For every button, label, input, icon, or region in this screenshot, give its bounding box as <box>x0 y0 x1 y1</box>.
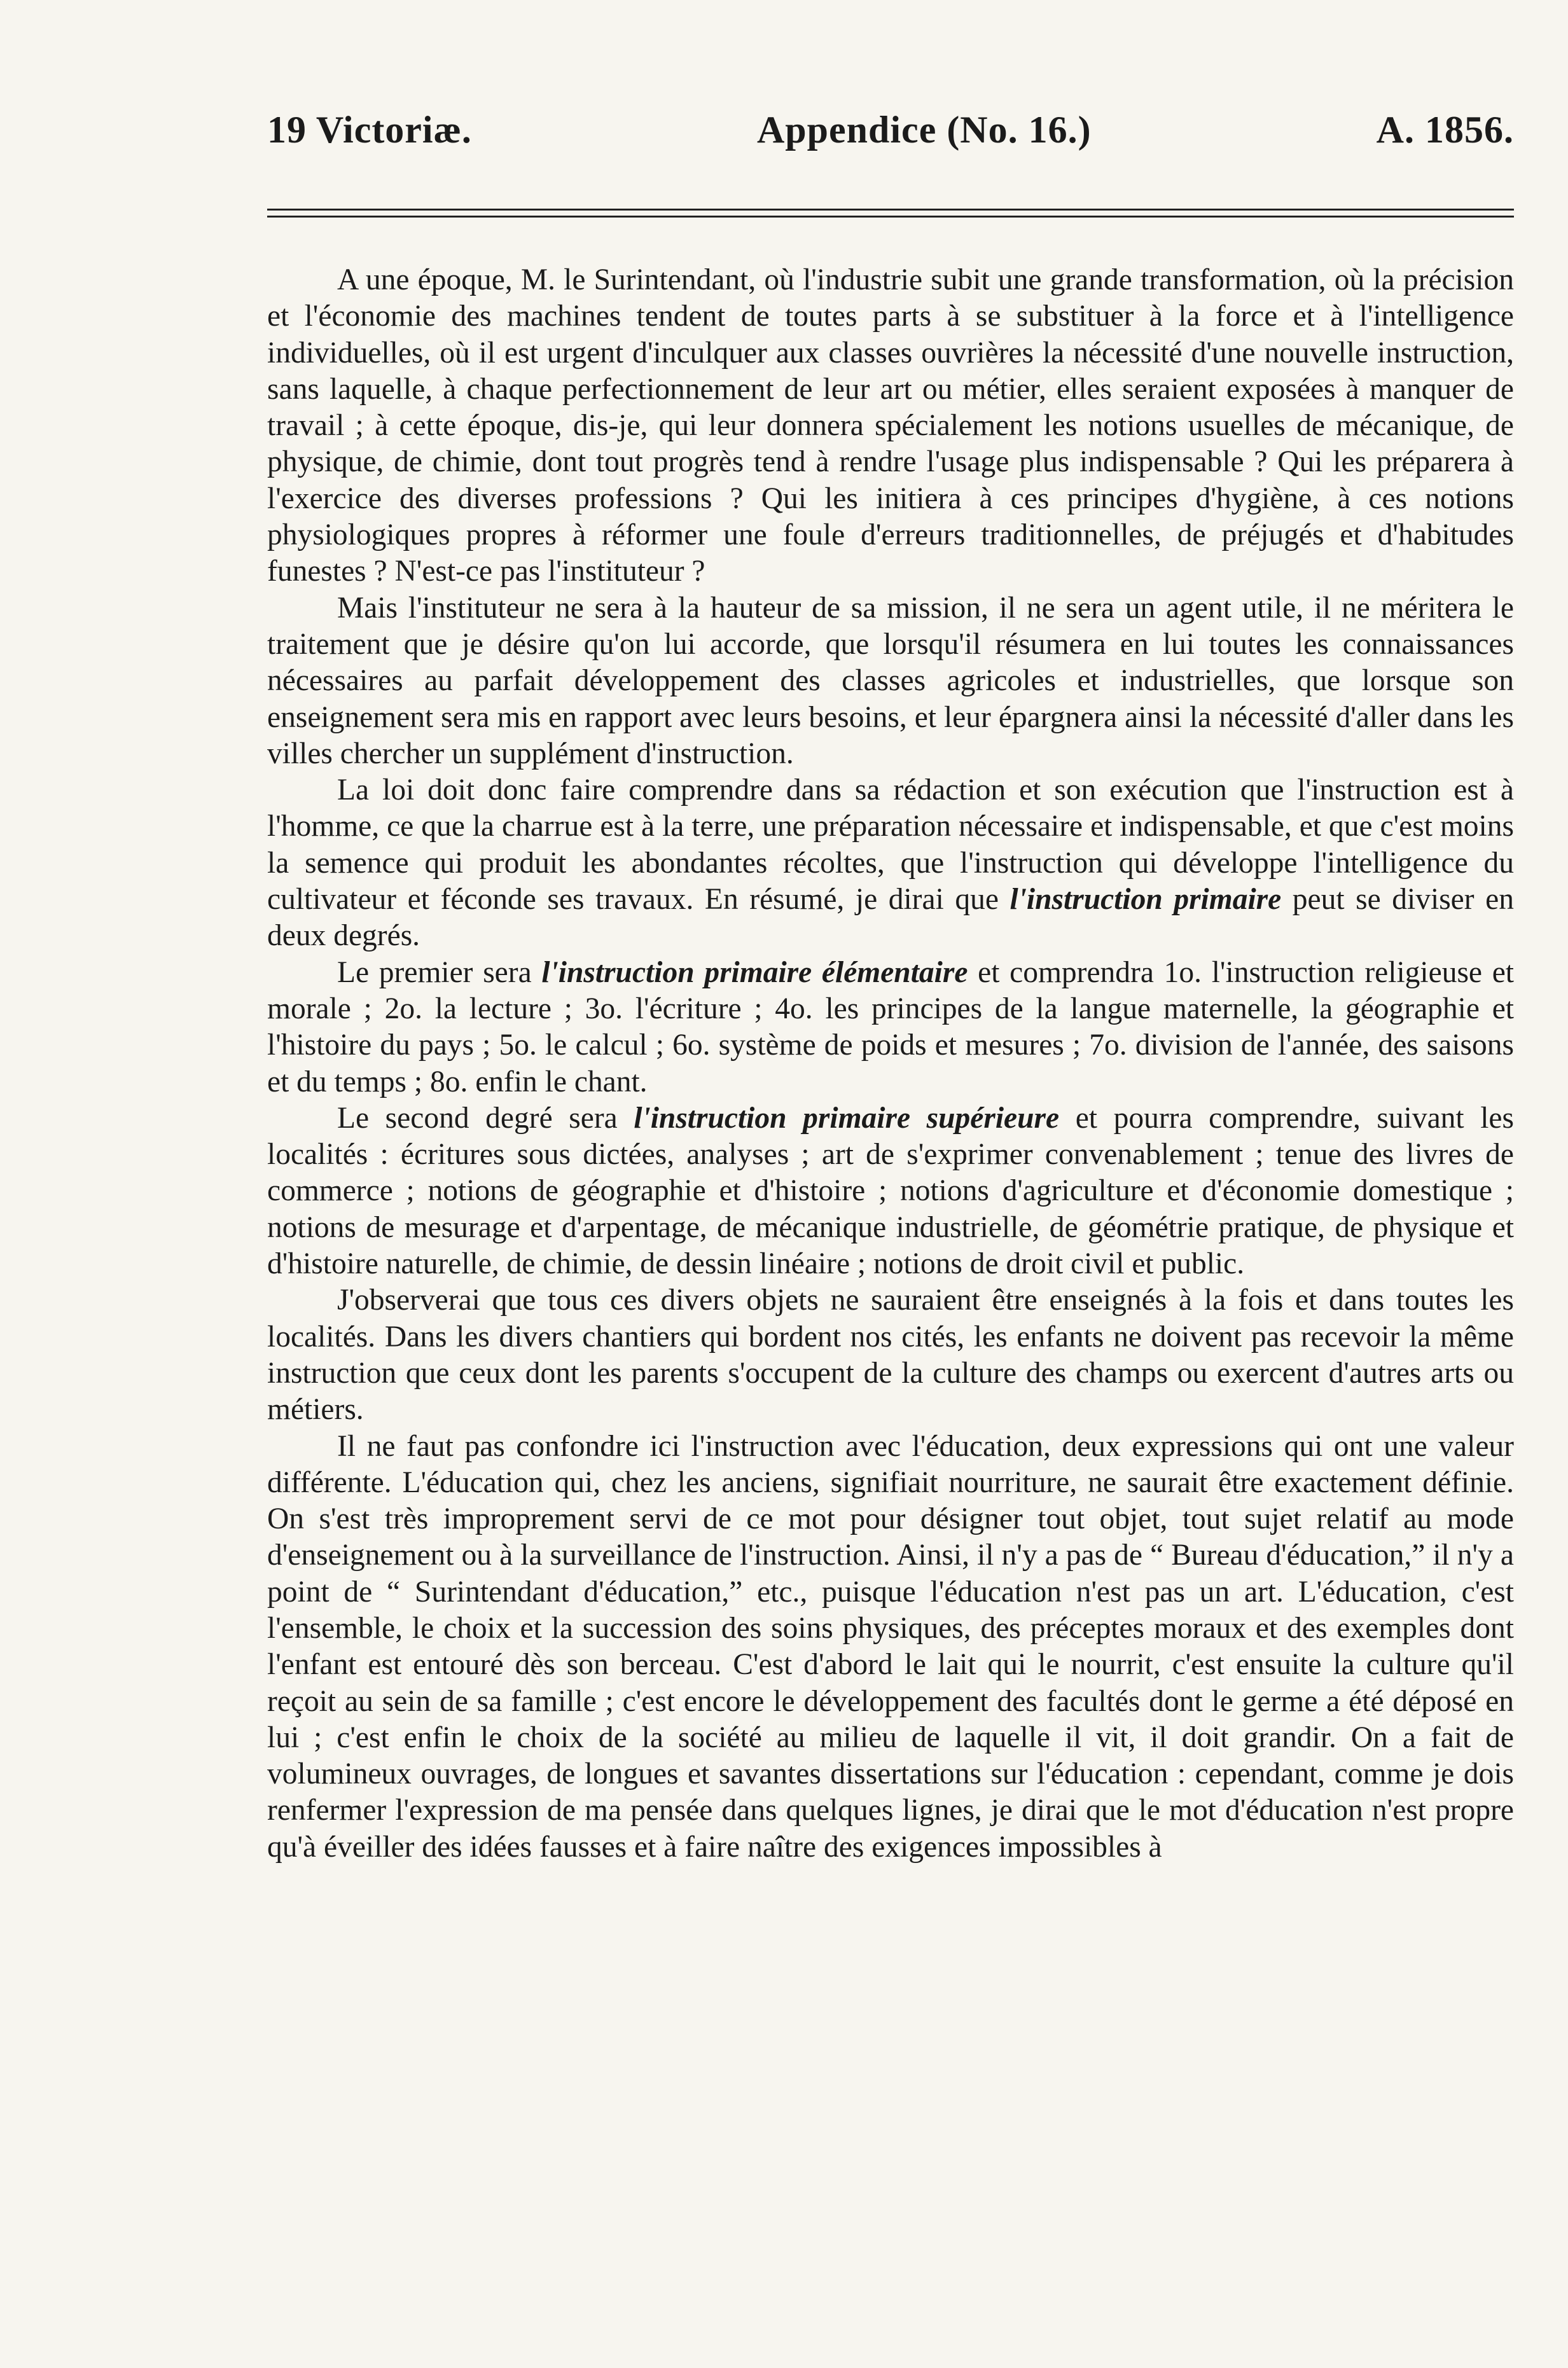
paragraph-4-emphasis: l'instruction primaire élémentaire <box>541 955 968 989</box>
paragraph-5-text-end: et pourra comprendre, suivant les localités : écritures sous dictées, analyses ; art de s'exprimer convenablement ; tenue des livres de commerce ; notions de géographie et d'histoire ; notions d'agriculture et d'économie domestique ; notions de mesurage et d'arpentage, de mécanique industrielle, de géométrie pratique, de physique et d'histoire naturelle, de chimie, de dessin linéaire ; notions de droit civil et public. <box>267 1101 1514 1281</box>
paragraph-1: A une époque, M. le Surintendant, où l'industrie subit une grande transformation, où la précision et l'économie des machines tendent de toutes parts à se substituer à la force et à l'intelligence individuelles, où il est urgent d'inculquer aux classes ouvrières la nécessité d'une nouvelle instruction, sans laquelle, à chaque perfectionnement de leur art ou métier, elles seraient exposées à manquer de travail ; à cette époque, dis-je, qui leur donnera spécialement les notions usuelles de mécanique, de physique, de chimie, dont tout progrès tend à rendre l'usage plus indispensable ? Qui les préparera à l'exercice des diverses professions ? Qui les initiera à ces principes d'hygiène, à ces notions physiologiques propres à réformer une foule d'erreurs traditionnelles, de préjugés et d'habitudes funestes ? N'est-ce pas l'instituteur ? <box>267 263 1514 588</box>
document-page <box>267 108 1514 1866</box>
paragraph-2: Mais l'instituteur ne sera à la hauteur de sa mission, il ne sera un agent utile, il ne méritera le traitement que je désire qu'on lui accorde, que lorsqu'il résumera en lui toutes les connaissances nécessaires au parfait développement des classes agricoles et industrielles, que lorsque son enseignement sera mis en rapport avec leurs besoins, et leur épargnera ainsi la nécessité d'aller dans les villes chercher un supplément d'instruction. <box>267 591 1514 770</box>
paragraph-4 <box>267 955 1514 1100</box>
header-year: A. 1856. <box>1376 109 1514 151</box>
header-regnal-year: 19 Victoriæ. <box>267 109 472 151</box>
paragraph-3 <box>267 772 1514 954</box>
paragraph-7: Il ne faut pas confondre ici l'instruction avec l'éducation, deux expressions qui ont une valeur différente. L'éducation qui, chez les anciens, signifiait nourriture, ne saurait être exactement définie. On s'est très improprement servi de ce mot pour désigner tout objet, tout sujet relatif au mode d'enseignement ou à la surveillance de l'instruction. Ainsi, il n'y a pas de “ Bureau d'éducation,” il n'y a point de “ Surintendant d'éducation,” etc., puisque l'éducation n'est pas un art. L'éducation, c'est l'ensemble, le choix et la succession des soins physiques, des préceptes moraux et des exemples dont l'enfant est entouré dès son berceau. C'est d'abord le lait qui le nourrit, c'est ensuite la culture qu'il reçoit au sein de sa famille ; c'est encore le développement des facultés dont le germe a été déposé en lui ; c'est enfin le choix de la société au milieu de laquelle il vit, il doit grandir. On a fait de volumineux ouvrages, de longues et savantes dissertations sur l'éducation : cependant, comme je dois renfermer l'expression de ma pensée dans quelques lignes, je dirai que le mot d'éducation n'est propre qu'à éveiller des idées fausses et à faire naître des exigences impossibles à <box>267 1429 1514 1864</box>
paragraph-4-text: Le premier sera <box>337 955 542 989</box>
header-rule-bottom <box>267 216 1514 218</box>
paragraph-5-text: Le second degré sera <box>337 1101 634 1135</box>
paragraph-6: J'observerai que tous ces divers objets ne sauraient être enseignés à la fois et dans toutes les localités. Dans les divers chantiers qui bordent nos cités, les enfants ne doivent pas recevoir la même instruction que ceux dont les parents s'occupent de la culture des champs ou exercent d'autres arts ou métiers. <box>267 1284 1514 1427</box>
paragraph-5-emphasis: l'instruction primaire supérieure <box>634 1101 1060 1135</box>
body-text <box>267 262 1514 1866</box>
paragraph-4-text-end: et comprendra 1o. l'instruction religieuse et morale ; 2o. la lecture ; 3o. l'écriture ; 4o. les principes de la langue maternelle, la géographie et l'histoire du pays ; 5o. le calcul ; 6o. système de poids et mesures ; 7o. division de l'année, des saisons et du temps ; 8o. enfin le chant. <box>267 955 1514 1098</box>
paragraph-3-text-end: peut se diviser en deux degrés. <box>267 883 1514 953</box>
running-header <box>267 108 1514 178</box>
paragraph-3-emphasis: l'instruction primaire <box>1009 883 1282 917</box>
paragraph-3-text: La loi doit donc faire comprendre dans sa rédaction et son exécution que l'instruction est à l'homme, ce que la charrue est à la terre, une préparation nécessaire et indispensable, et que c'est moins la semence qui produit les abondantes récoltes, que l'instruction qui développe l'intelligence du cultivateur et féconde ses travaux. En résumé, je dirai que <box>267 773 1514 917</box>
header-rule-top <box>267 209 1514 211</box>
header-appendix-number: Appendice (No. 16.) <box>756 109 1092 151</box>
header-double-rule <box>267 209 1514 218</box>
paragraph-5 <box>267 1100 1514 1282</box>
